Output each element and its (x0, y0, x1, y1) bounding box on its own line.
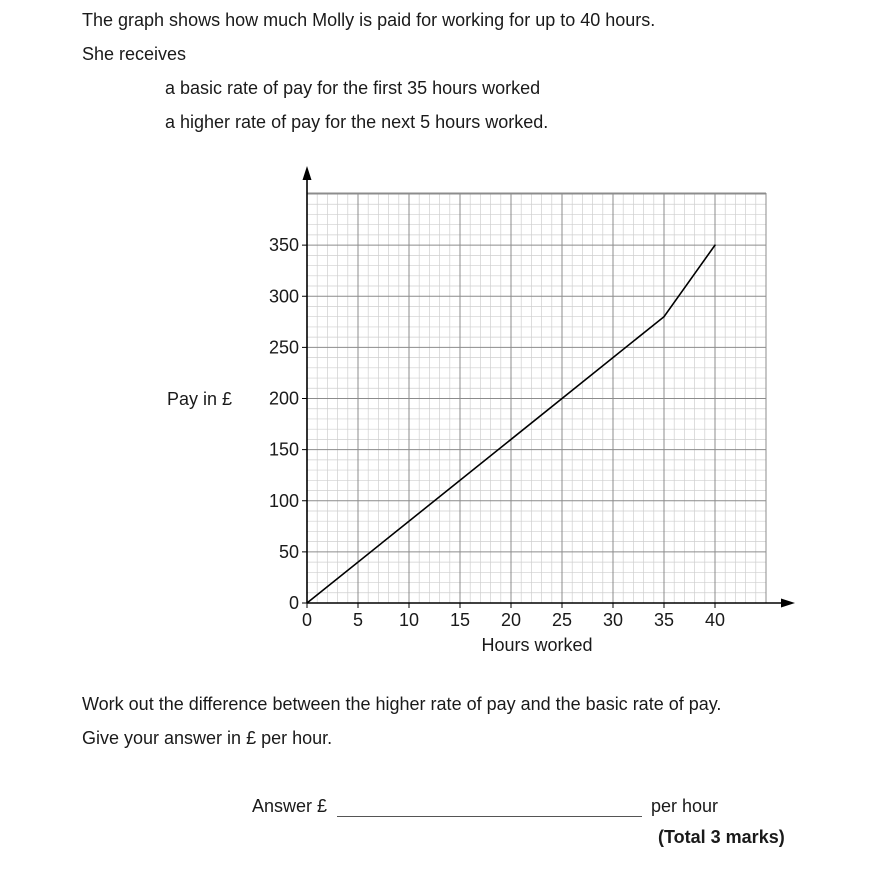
x-tick-label: 0 (301, 610, 313, 630)
x-tick-label: 35 (653, 610, 675, 630)
intro-item-higher-rate: a higher rate of pay for the next 5 hours worked. (165, 112, 549, 132)
answer-unit: per hour (651, 796, 719, 816)
series-point (714, 244, 716, 246)
series-point (663, 316, 665, 318)
intro-line-2: She receives (82, 44, 187, 64)
y-tick-label: 100 (268, 490, 299, 511)
series-point (306, 602, 308, 604)
y-tick-label: 150 (268, 439, 299, 460)
x-tick-label: 10 (398, 610, 420, 630)
intro-line-1: The graph shows how much Molly is paid for working for up to 40 hours. (82, 10, 656, 30)
x-tick-labels (302, 610, 725, 630)
y-tick-label: 250 (268, 337, 299, 358)
x-axis-arrow-icon (781, 599, 795, 608)
y-tick-label: 300 (268, 286, 299, 307)
x-tick-label: 30 (602, 610, 624, 630)
total-marks: (Total 3 marks) (658, 827, 785, 847)
question-line-2: Give your answer in £ per hour. (82, 728, 333, 748)
x-tick-label: 25 (551, 610, 573, 630)
x-tick-label: 15 (449, 610, 471, 630)
x-axis-label: Hours worked (481, 635, 593, 655)
y-tick-label: 200 (268, 388, 299, 409)
intro-item-basic-rate: a basic rate of pay for the first 35 hours worked (165, 78, 541, 98)
answer-input-line[interactable] (337, 816, 642, 817)
x-tick-label: 20 (500, 610, 522, 630)
y-axis-label: Pay in £ (167, 389, 233, 409)
question-line-1: Work out the difference between the higher rate of pay and the basic rate of pay. (82, 694, 722, 714)
y-tick-label: 50 (278, 541, 299, 562)
x-tick-label: 40 (704, 610, 726, 630)
answer-label: Answer £ (252, 796, 328, 816)
y-tick-labels (269, 235, 299, 613)
y-tick-label: 0 (288, 593, 299, 613)
y-tick-label: 350 (268, 235, 299, 256)
x-tick-label: 5 (352, 610, 364, 630)
y-axis-arrow-icon (303, 166, 312, 180)
